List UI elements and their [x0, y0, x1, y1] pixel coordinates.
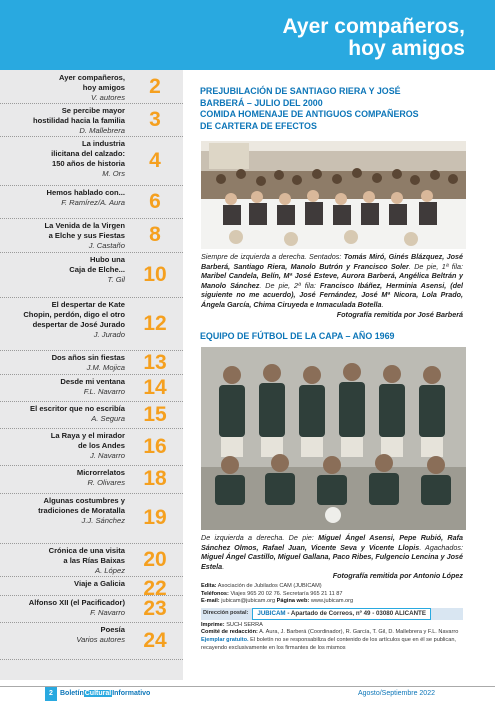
page-footer [0, 686, 495, 701]
toc-entry[interactable] [0, 465, 183, 494]
toc-entry-title: Ayer compañeros, [59, 73, 125, 82]
toc-page-number: 3 [149, 107, 161, 131]
toc-entry-author: V. autores [90, 93, 125, 102]
toc-entry-title: 150 años de historia [51, 159, 125, 168]
toc-page-number: 20 [143, 547, 167, 571]
toc-entry-title: a las Rías Baixas [63, 556, 125, 565]
toc-entry-author: J. Jurado [93, 330, 125, 339]
toc-page-number: 4 [149, 148, 161, 172]
toc-entry[interactable] [0, 136, 183, 186]
toc-entry-title: La Raya y el mirador [50, 431, 125, 440]
toc-entry-text [47, 188, 125, 208]
toc-entry-author: J. Castaño [88, 241, 125, 250]
publication-brand: BoletínCulturalInformativo [60, 690, 151, 697]
toc-entry-author: Varios autores [76, 635, 125, 644]
toc-entry-text [69, 255, 125, 285]
toc-entry-text [51, 431, 125, 461]
toc-page-number: 8 [149, 223, 161, 246]
toc-page-number: 19 [143, 506, 167, 529]
toc-entry-author: J.J. Sánchez [81, 516, 125, 525]
toc-entry-title: despertar de José Jurado [32, 320, 125, 329]
toc-entry-author: F.L. Navarro [83, 387, 125, 396]
toc-entry-text [60, 377, 125, 397]
toc-page-number: 16 [143, 434, 167, 458]
toc-entry-text [33, 106, 125, 136]
toc-entry-title: hoy amigos [82, 83, 125, 92]
toc-entry[interactable] [0, 428, 183, 466]
dinner-group-photo [201, 141, 466, 249]
toc-entry-author: A. Segura [91, 414, 125, 423]
toc-entry-text [77, 468, 125, 488]
toc-entry[interactable] [0, 350, 183, 375]
publication-info: Edita: Asociación de Jubilados CAM (JUBICAM) Teléfonos: Viajes 965 20 02 76. Secretaría 965 21 11 87 E-mail: jubicam@jubicam.org Página web: www.jubicam.org Dirección postal: JUBICAM - Apartado de Correos, nº 49 - 03080 ALICANTE Imprime: SUCH SERRA Comité de redacción: A. Aura, J. Barberá (Coordinador), R. García, T. Gil, D. Mallebrera y F.L. Navarro Ejemplar gratuito. El boletín no se responsabiliza del contenido de los artículos que en él se publican, recayendo exclusivamente en los firmantes de los mismos [201, 583, 463, 652]
toc-entry-title: de los Andes [78, 441, 125, 450]
article1-headline: PREJUBILACIÓN DE SANTIAGO RIERA Y JOSÉ BARBERÁ – JULIO DEL 2000 COMIDA HOMENAJE DE ANTIGUOS COMPAÑEROS DE CARTERA DE EFECTOS [200, 86, 419, 131]
toc-page-number: 2 [149, 74, 161, 98]
toc-entry-author: D. Mallebrera [79, 126, 125, 135]
issue-date: Agosto/Septiembre 2022 [357, 690, 435, 697]
toc-page-number: 15 [143, 402, 167, 426]
toc-entry[interactable] [0, 218, 183, 253]
toc-entry-text [76, 625, 125, 645]
toc-entry-title: Dos años sin fiestas [51, 353, 125, 362]
toc-entry[interactable] [0, 576, 183, 600]
toc-entry[interactable] [0, 493, 183, 544]
toc-entry[interactable] [0, 252, 183, 298]
toc-entry-title: La Venida de la Virgen [44, 221, 125, 230]
header-title-line2: hoy amigos [348, 37, 465, 60]
article1-photo-credit: Fotografía remitida por José Barberá [336, 309, 463, 319]
article2-headline: EQUIPO DE FÚTBOL DE LA CAPA – AÑO 1969 [200, 331, 395, 341]
toc-page-number: 18 [143, 467, 167, 490]
toc-entry[interactable] [0, 103, 183, 137]
toc-entry[interactable] [0, 595, 183, 623]
toc-entry-title: Caja de Elche... [69, 265, 125, 274]
toc-entry-title: Viaje a Galicia [74, 579, 125, 588]
toc-entry-title: Hubo una [89, 255, 125, 264]
toc-entry[interactable] [0, 543, 183, 577]
toc-page-number: 23 [143, 596, 167, 620]
toc-entry-title: tradiciones de Moratalla [38, 506, 125, 515]
toc-entry-title: Crónica de una visita [48, 546, 125, 555]
toc-entry[interactable] [0, 185, 183, 219]
postal-address: Dirección postal: JUBICAM - Apartado de Correos, nº 49 - 03080 ALICANTE [201, 608, 463, 620]
toc-entry-title: Hemos hablado con... [46, 188, 125, 197]
table-of-contents [0, 70, 183, 680]
toc-entry-text [51, 139, 125, 179]
article1-caption: Siempre de izquierda a derecha. Sentados: Tomás Miró, Ginés Blázquez, José Barberá, Santiago Riera, Manolo Butrón y Francisco Soler. De pie, 1ª fila: Maribel Candela, Belín, Mª José Esteve, Aurora Barberá, Angélica Beltrán y Manolo Sánchez. De pie, 2ª fila: Francisco Ibáñez, Herminia Asensi, (del siguiente no me acuerdo), José Fernández, José Mª Nicora, Lola Prado, Ángela García, Chima Ciruyeda e Inmaculada Botella. Fotografía remitida por José Barberá [201, 252, 463, 319]
toc-page-number: 6 [149, 189, 161, 213]
toc-entry-title: La industria [81, 139, 125, 148]
toc-entry-title: hostilidad hacia la familia [33, 116, 125, 125]
toc-entry-title: Se percibe mayor [61, 106, 125, 115]
page-number: 2 [45, 687, 57, 701]
toc-entry[interactable] [0, 401, 183, 429]
toc-entry-title: Microrrelatos [76, 468, 125, 477]
article2-photo-credit: Fotografía remitida por Antonio López [332, 571, 463, 581]
toc-entry-title: Poesía [100, 625, 125, 634]
toc-entry-title: ilicitana del calzado: [51, 149, 125, 158]
toc-entry-author: R. Olivares [87, 478, 125, 487]
website-link[interactable]: www.jubicam.org [310, 598, 354, 605]
toc-entry-title: El escritor que no escribía [30, 404, 125, 413]
toc-entry[interactable] [0, 297, 183, 351]
toc-page-number: 10 [143, 262, 167, 286]
toc-entry-author: J. Navarro [89, 451, 125, 460]
toc-entry-text [38, 496, 125, 526]
toc-entry-text [29, 598, 125, 618]
toc-entry[interactable] [0, 622, 183, 660]
toc-entry-author: M. Ors [102, 169, 125, 178]
toc-entry-title: Desde mi ventana [60, 377, 125, 386]
email-link[interactable]: jubicam@jubicam.org [221, 598, 276, 605]
toc-entry-title: Alfonso XII (el Pacificador) [28, 598, 125, 607]
toc-entry-text [74, 579, 125, 589]
toc-page-number: 13 [143, 351, 167, 374]
page-header [0, 0, 495, 70]
toc-page-number: 24 [143, 628, 167, 652]
toc-entry-author: J.M. Mojica [86, 363, 125, 372]
football-team-photo [201, 347, 466, 530]
toc-entry-title: El despertar de Kate [51, 300, 125, 309]
toc-entry-title: a Elche y sus Fiestas [48, 231, 125, 240]
article2-caption: De izquierda a derecha. De pie: Miguel Ángel Asensi, Pepe Rubió, Rafa Sánchez Olmos, Rafael Juan, Vicente Seva y Vicente Llopis. Agachados: Miguel Ángel Castillo, Miguel Gallana, Paco Ribes, Fulgencio Lencina y José Estela. Fotografía remitida por Antonio López [201, 533, 463, 581]
toc-entry-text [23, 300, 125, 340]
toc-entry-author: A. López [95, 566, 125, 575]
toc-entry-author: F. Navarro [90, 608, 125, 617]
toc-entry-title: Chopin, perdón, digo el otro [23, 310, 125, 319]
toc-entry[interactable] [0, 70, 183, 104]
toc-page-number: 12 [143, 311, 167, 335]
toc-entry-text [49, 546, 125, 576]
toc-page-number: 14 [143, 375, 167, 399]
toc-entry-text [59, 73, 125, 103]
toc-page-number: 22 [143, 577, 167, 600]
toc-entry-text [52, 353, 125, 373]
toc-entry-title: Algunas costumbres y [43, 496, 125, 505]
toc-entry-author: T. Gil [107, 275, 125, 284]
toc-entry-text [45, 221, 125, 251]
toc-entry-text [30, 404, 125, 424]
toc-entry-author: F. Ramírez/A. Aura [61, 198, 125, 207]
toc-entry[interactable] [0, 374, 183, 402]
header-title-line1: Ayer compañeros, [282, 15, 465, 38]
